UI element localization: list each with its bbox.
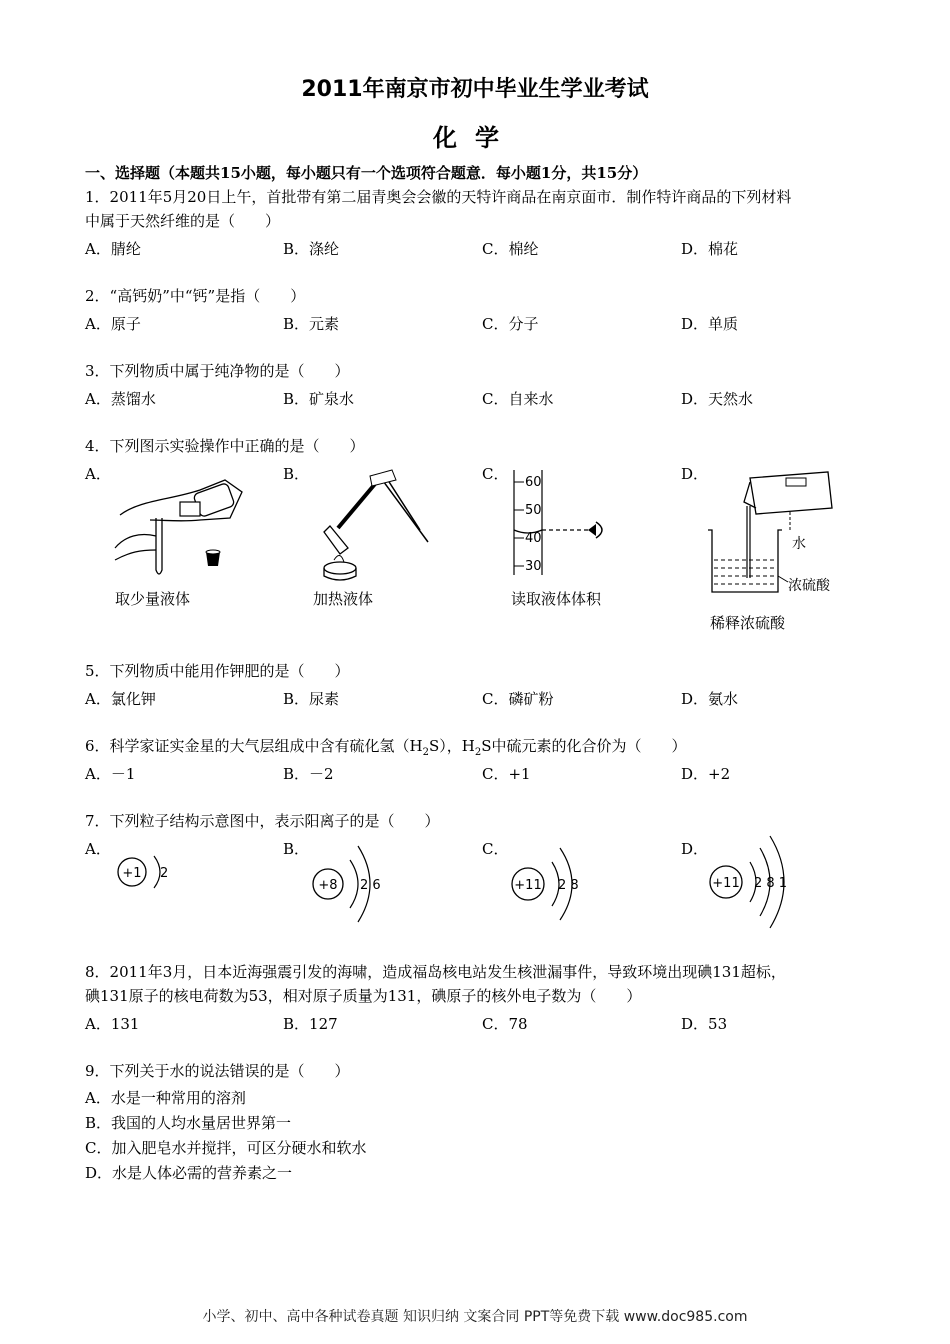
q9-option-b: B．我国的人均水量居世界第一 [85,1114,292,1132]
q3-option-c: C．自来水 [482,390,554,408]
q4-option-d: D． [681,465,709,483]
q8-option-b: B．127 [283,1015,338,1033]
q6-option-b: B．－2 [283,765,334,783]
q1-option-d: D．棉花 [681,240,739,258]
figure-heat-liquid [310,468,430,584]
q2-option-d: D．单质 [681,315,739,333]
q1-option-a: A．腈纶 [85,240,141,258]
footer: 小学、初中、高中各种试卷真题 知识归纳 文案合同 PPT等免费下载 www.doc985.com [202,1309,748,1325]
q7-option-b: B． [283,840,310,858]
figure-pour-liquid [110,470,250,582]
q8-option-c: C．78 [482,1015,528,1033]
q3-option-b: B．矿泉水 [283,390,355,408]
q6-option-c: C．+1 [482,765,531,783]
q5-option-b: B．尿素 [283,690,340,708]
q4-caption-b: 加热液体 [313,590,374,608]
atom-b-nucleus: +8 [318,878,338,893]
q6-option-d: D．+2 [681,765,731,783]
label-water: 水 [792,536,806,552]
q5-option-c: C．磷矿粉 [482,690,554,708]
q9-option-a: A．水是一种常用的溶剂 [85,1089,246,1107]
q1-option-c: C．棉纶 [482,240,539,258]
q3-option-a: A．蒸馏水 [85,390,156,408]
atom-a-shells: 2 [160,866,169,881]
q9-option-d: D．水是人体必需的营养素之一 [85,1164,293,1182]
q2-stem: 2．“高钙奶”中“钙”是指（ ） [85,287,306,305]
q2-option-c: C．分子 [482,315,539,333]
q1-stem-line2: 中属于天然纤维的是（ ） [85,212,281,230]
atom-d-nucleus: +11 [712,876,740,891]
section-heading: 一、选择题（本题共15小题，每小题只有一个选项符合题意．每小题1分，共15分） [85,164,648,182]
figure-read-volume [500,470,620,580]
q5-stem: 5．下列物质中能用作钾肥的是（ ） [85,662,350,680]
q4-caption-a: 取少量液体 [115,590,191,608]
atom-diagram-b [310,836,410,926]
subject-title: 化学 [433,124,517,152]
q9-stem: 9．下列关于水的说法错误的是（ ） [85,1062,350,1080]
q4-option-c: C． [482,465,509,483]
tick-60: 60 [525,475,542,490]
q7-option-d: D． [681,840,709,858]
q4-option-a: A． [85,465,111,483]
q8-option-d: D．53 [681,1015,728,1033]
q4-stem: 4．下列图示实验操作中正确的是（ ） [85,437,365,455]
atom-d-shells: 2 8 1 [754,876,788,891]
q5-option-d: D．氨水 [681,690,739,708]
q6-option-a: A．－1 [85,765,136,783]
atom-diagram-c [508,836,608,926]
q4-caption-c: 读取液体体积 [511,590,602,608]
q6-stem-a: 6．科学家证实金星的大气层组成中含有硫化氢（H [85,737,423,755]
q1-stem-line1: 1．2011年5月20日上午，首批带有第二届青奥会会徽的天特许商品在南京面市．制作特许商品的下列材料 [85,188,792,206]
figure-dilute-acid [700,468,850,596]
q2-option-a: A．原子 [85,315,141,333]
q4-option-b: B． [283,465,310,483]
q6-stem-c: S中硫元素的化合价为（ ） [481,737,687,755]
atom-c-nucleus: +11 [514,878,542,893]
q8-option-a: A．131 [85,1015,140,1033]
q9-option-c: C．加入肥皂水并搅拌，可区分硬水和软水 [85,1139,367,1157]
q2-option-b: B．元素 [283,315,340,333]
q6-stem-b: S），H [429,737,475,755]
q7-option-c: C． [482,840,509,858]
q5-option-a: A．氯化钾 [85,690,156,708]
tick-50: 50 [525,503,542,518]
q6-stem [85,734,687,765]
atom-c-shells: 2 8 [558,878,579,893]
q1-option-b: B．涤纶 [283,240,340,258]
q6-sub-1: 2 [422,747,430,758]
q3-stem: 3．下列物质中属于纯净物的是（ ） [85,362,350,380]
q7-stem: 7．下列粒子结构示意图中，表示阳离子的是（ ） [85,812,440,830]
q4-caption-d: 稀释浓硫酸 [710,614,786,632]
atom-diagram-a [110,850,180,900]
atom-diagram-d [706,830,826,930]
tick-30: 30 [525,559,542,574]
label-acid: 浓硫酸 [788,578,830,594]
atom-b-shells: 2 6 [360,878,381,893]
q8-stem-line1: 8．2011年3月，日本近海强震引发的海啸，造成福岛核电站发生核泄漏事件，导致环境出现碘131超标， [85,963,786,981]
q3-option-d: D．天然水 [681,390,754,408]
q6-sub-2: 2 [474,747,482,758]
atom-a-nucleus: +1 [122,866,142,881]
q7-option-a: A． [85,840,111,858]
exam-title: 2011年南京市初中毕业生学业考试 [301,77,649,102]
q8-stem-line2: 碘131原子的核电荷数为53，相对原子质量为131，碘原子的核外电子数为（ ） [85,987,642,1005]
tick-40: 40 [525,531,542,546]
